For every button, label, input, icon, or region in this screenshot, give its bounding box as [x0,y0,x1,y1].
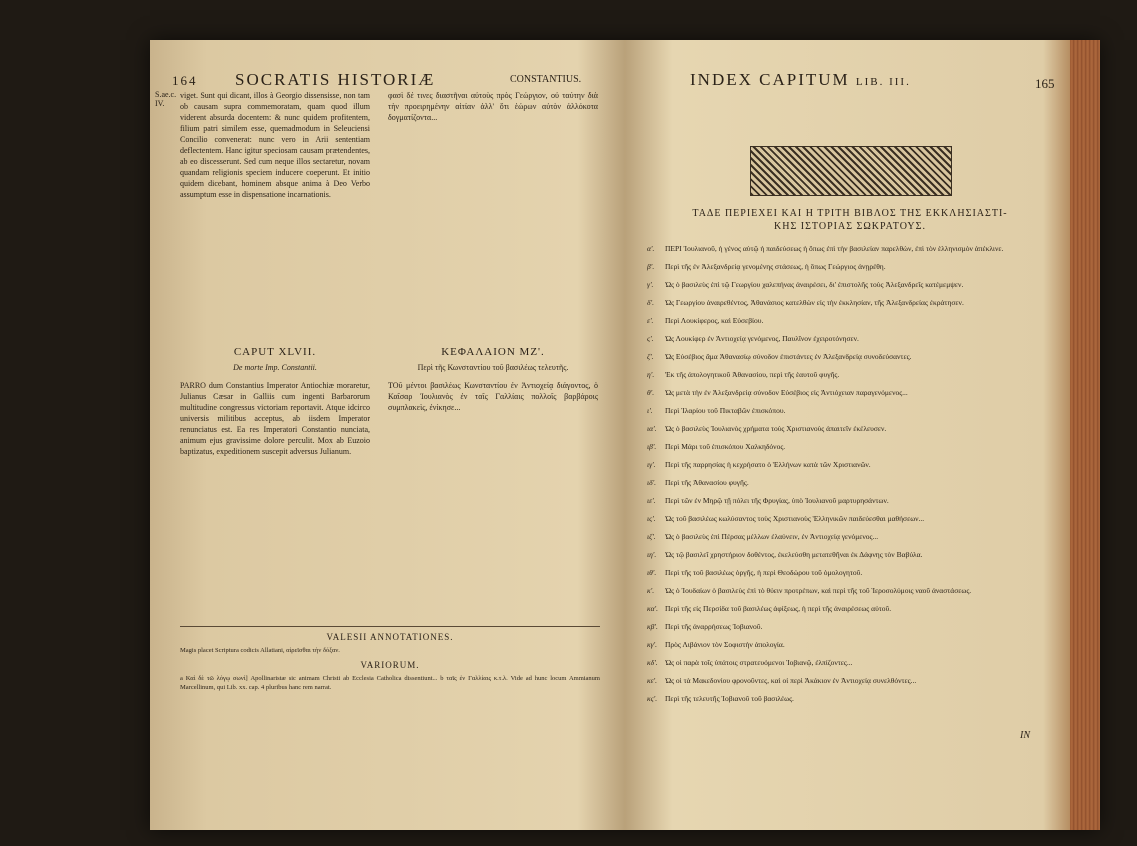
index-entry-number: κβ'. [647,622,658,631]
index-entry [647,478,1045,488]
chapter-latin-subtitle: De morte Imp. Constantii. [233,363,317,372]
index-entry [647,388,1045,398]
index-entry-number: δ'. [647,298,654,307]
index-entry [647,496,1045,506]
index-entry-text: ΠΕΡΙ Ἰουλιανοῦ, ἡ γένος αὐτῷ ἡ παιδεύσεως ἡ ὅπως ἐπὶ τὴν βασιλείαν παρελθὼν, ἐπὶ τὸν ἑλληνισμὸν ἀπέκλινε. [665,244,1004,253]
index-entry-text: Περὶ τῆς τελευτῆς Ἰοβιανοῦ τοῦ βασιλέως. [665,694,794,703]
index-entry-text: Ὡς ὁ βασιλεὺς ἐπὶ Πέρσας μέλλων ἐλαύνειν, ἐν Ἀντιοχείᾳ γενόμενος... [665,532,879,541]
index-entry-text: Ὡς Γεωργίου ἀναιρεθέντος, Ἀθανάσιος κατελθὼν εἰς τὴν ἐκκλησίαν, τῆς Ἀλεξανδρείας ἐκράτησεν. [665,298,964,307]
index-entry-number: β'. [647,262,655,271]
valesii-notes-text: Magis placet Scriptura codicis Allatiani, αἰρεῖσθαι τὴν δόξαν. [180,647,340,654]
index-entry-text: Ὡς Εὐσέβιος ἅμα Ἀθανασίῳ σύνοδον ἐπιστάντες ἐν Ἀλεξανδρείᾳ συνοδεύσαντες. [665,352,912,361]
index-entry [647,406,1045,416]
index-entry [647,568,1045,578]
index-entry-text: Περὶ τῆς ἀναρρήσεως Ἰοβιανοῦ. [665,622,763,631]
index-entry-text: Ὡς ὁ Ἰουδαίων ὁ βασιλεὺς ἐπὶ τὸ θύειν προτρέπων, καὶ περὶ τῆς τοῦ Ἱεροσολύμοις ναοῦ ἀναστάσεως. [665,586,972,595]
index-entry [647,370,1045,380]
latin-body-text: PARRO dum Constantius Imperator Antiochiæ moraretur, Julianus Cæsar in Galliis cum ingenti Barbarorum multitudine congressus victoriam reportavit. Atque idcirco universis militibus acceptus, ab iisdem Imperator renunciatus est. Ea res Imperatori Constantio nunciata, animum ejus gravissime dolore perculit. Mox ab Euzoio baptizatus, expeditionem suscepit adversus Julianum. [180,381,370,456]
index-entry-number: ζ'. [647,352,654,361]
index-entry [647,442,1045,452]
page-edges [1070,40,1100,830]
index-entry [647,676,1045,686]
greek-body-text: ΤΟῦ μέντοι βασιλέως Κωνσταντίου ἐν Ἀντιοχείᾳ διάγοντος, ὁ Καῖσαρ Ἰουλιανὸς ἐν ταῖς Γαλλίαις πολλοῖς βαρβάροις συμπλακεὶς, ἐνίκησε... [388,381,598,412]
index-heading-line1: ΤΑΔΕ ΠΕΡΙΕΧΕΙ ΚΑΙ Η ΤΡΙΤΗ ΒΙΒΛΟΣ ΤΗΣ ΕΚΚΛΗΣΙΑΣΤΙ- [692,208,1008,219]
index-entry-number: θ'. [647,388,655,397]
index-entry-text: Περὶ Λουκίφερος, καὶ Εὐσεβίου. [665,316,764,325]
index-entry-number: γ'. [647,280,654,289]
index-entry-text: Ὡς τῷ βασιλεῖ χρηστήριον δοθέντος, ἐκελεύσθη μετατεθῆναι ἐκ Δάφνης τὸν Βαβύλα. [665,550,923,559]
index-entry-number: κα'. [647,604,659,613]
index-entry-text: Περὶ τῆς Ἀθανασίου φυγῆς. [665,478,749,487]
index-entry-text: Περὶ Μάρι τοῦ ἐπισκόπου Χαλκηδόνος. [665,442,786,451]
right-running-head [690,70,911,90]
index-entry-number: α'. [647,244,655,253]
notes-divider [180,626,600,627]
index-entry-number: ς'. [647,334,654,343]
index-entry [647,532,1045,542]
left-page [150,40,620,830]
index-entry [647,658,1045,668]
index-entry-text: Περὶ τῆς τοῦ βασιλέως ὀργῆς, ἡ περὶ Θεοδώρου τοῦ ὁμολογητοῦ. [665,568,863,577]
index-entry-number: ιθ'. [647,568,657,577]
index-entry-text: Ὡς τοῦ βασιλέως κωλύσαντος τοὺς Χριστιανοὺς Ἑλληνικῶν παιδεύεσθαι μαθήσεων... [665,514,925,523]
index-entry-text: Περὶ Ἰλαρίου τοῦ Πικταβῶν ἐπισκόπου. [665,406,786,415]
index-entry-number: κ'. [647,586,655,595]
index-entry [647,334,1045,344]
index-entry-number: κδ'. [647,658,658,667]
index-entry-text: Ὡς μετὰ τὴν ἐν Ἀλεξανδρείᾳ σύνοδον Εὐσέβιος εἰς Ἀντιόχειαν παραγενόμενος... [665,388,908,397]
chapter-greek-subtitle: Περὶ τῆς Κωνσταντίου τοῦ βασιλέως τελευτῆς. [417,363,569,372]
index-entry-text: Περὶ τῆς ἐν Ἀλεξανδρείᾳ γενομένης στάσεως, ἡ ὅπως Γεώργιος ἀνῃρέθη. [665,262,886,271]
index-entry-number: κς'. [647,694,658,703]
index-entry-number: ια'. [647,424,657,433]
greek-top-text: φασὶ δέ τινες διαστῆναι αὐτοὺς πρὸς Γεώργιον, οὐ ταύτην διὰ τὴν προειρημένην αἰτίαν ἀλλ' ὅτι ἑώρων αὐτὸν ἀλλόκοτα δογματίζοντα... [388,91,598,122]
left-running-right: CONSTANTIUS. [510,74,582,85]
left-running-head [172,70,435,90]
index-entry-text: Ὡς οἱ τὰ Μακεδονίου φρονοῦντες, καὶ οἱ περὶ Ἀκάκιον ἐν Ἀντιοχείᾳ συνελθόντες... [665,676,917,685]
index-heading-line2: ΚΗΣ ΙΣΤΟΡΙΑΣ ΣΩΚΡΑΤΟΥΣ. [774,221,926,232]
variorum-text: a Καὶ δὲ τῶ λόγῳ σωνὶ] Apollinaristæ sic animam Christi ab Ecclesia Catholica dissentiunt... b ταῖς ἐν Γαλλίαις κ.τ.λ. Vide ad hunc locum Ammianum Marcellinum, qui Lib. xx. cap. 4 pluribus hanc rem narrat. [180,675,600,691]
index-entry [647,622,1045,632]
index-entry-number: κε'. [647,676,658,685]
index-entry [647,352,1045,362]
index-entry-number: κγ'. [647,640,658,649]
latin-top-text: viget. Sunt qui dicant, illos à Georgio dissensisse, non tam ob causam supra commemoratam, quam quod illum viderent absurda docentem: & nunc quidem profitentem, filium patri similem esse, quemadmodum in Seleuciensi Concilio convenerat: nunc vero in Arii sententiam deflectentem. Hanc igitur speciosam causam prætendentes, ab eo discesserunt. Sed cum neque illos sectaretur, novam quandam religionis speciem inducere coeperunt. Et initio quidem dicebant, hominem absque anima à Deo Verbo assumptum esse in dispensatione incarnationis. [180,91,370,199]
left-page-number: 164 [172,73,198,88]
headpiece-ornament [750,146,952,196]
index-entry-number: η'. [647,370,655,379]
chapter-latin-title: CAPUT XLVII. [233,346,317,358]
index-entry [647,244,1045,254]
index-entry-text: Ὡς ὁ βασιλεὺς Ἰουλιανὸς χρήματα τοὺς Χριστιανοὺς ἀπαιτεῖν ἐκέλευσεν. [665,424,887,433]
right-running-book: LIB. III. [855,76,911,88]
index-entry [647,298,1045,308]
index-entry-number: ιδ'. [647,478,657,487]
index-entry-text: Ὡς ὁ βασιλεὺς ἐπὶ τῷ Γεωργίου χαλεπήνας ἀναιρέσει, δι' ἐπιστολῆς τοὺς Ἀλεξανδρεῖς κατέμεμψεν. [665,280,964,289]
right-page-number: 165 [1035,76,1055,91]
index-entry-number: ι'. [647,406,653,415]
index-entry-text: Ὡς Λουκίφερ ἐν Ἀντιοχείᾳ γενόμενος, Παυλῖνον ἐχειροτόνησεν. [665,334,859,343]
index-entry-number: ιη'. [647,550,657,559]
index-entry [647,550,1045,560]
chapter-greek-title: ΚΕΦΑΛΑΙΟΝ ΜΖ'. [441,346,545,358]
open-book [150,40,1100,830]
index-entry [647,280,1045,290]
index-entry [647,424,1045,434]
index-entry-text: Περὶ τῶν ἐν Μηρῷ τῇ πόλει τῆς Φρυγίας, ὑπὸ Ἰουλιανοῦ μαρτυρησάντων. [665,496,889,505]
index-entry [647,640,1045,650]
index-entry-text: Περὶ τῆς παρρησίας ἡ κεχρήσατο ὁ Ἑλλήνων κατὰ τῶν Χριστιανῶν. [665,460,871,469]
variorum-heading: VARIORUM. [360,660,420,670]
index-entry-number: ις'. [647,514,656,523]
right-running-title: INDEX CAPITUM [690,70,850,89]
margin-century-label: S.ae.c. IV. [155,90,177,108]
left-running-title: SOCRATIS HISTORIÆ [235,70,436,89]
right-page [630,40,1070,830]
index-entry-text: Περὶ τῆς εἰς Περσίδα τοῦ βασιλέως ἀφίξεως, ἡ περὶ τῆς ἀναιρέσεως αὐτοῦ. [665,604,892,613]
index-entry-number: ε'. [647,316,654,325]
index-entry-text: Πρὸς Λιβάνιον τὸν Σοφιστὴν ἀπολογία. [665,640,785,649]
index-entry [647,514,1045,524]
valesii-notes-heading: VALESII ANNOTATIONES. [326,632,454,642]
index-entry-number: ιγ'. [647,460,656,469]
index-entry [647,694,1045,704]
catchword: IN [1020,730,1030,741]
index-entry-text: Ἐκ τῆς ἀπολογητικοῦ Ἀθανασίου, περὶ τῆς ἑαυτοῦ φυγῆς. [665,370,840,379]
index-entry-number: ιζ'. [647,532,656,541]
index-entry [647,586,1045,596]
index-entry-number: ιε'. [647,496,656,505]
index-entry [647,604,1045,614]
index-entry-number: ιβ'. [647,442,657,451]
index-entry [647,460,1045,470]
index-entry [647,316,1045,326]
index-entry-text: Ὡς οἱ παρὰ τοῖς ὑπάτοις στρατευόμενοι Ἰοβιανῷ, ἐλπίζοντες... [665,658,853,667]
index-entry [647,262,1045,272]
